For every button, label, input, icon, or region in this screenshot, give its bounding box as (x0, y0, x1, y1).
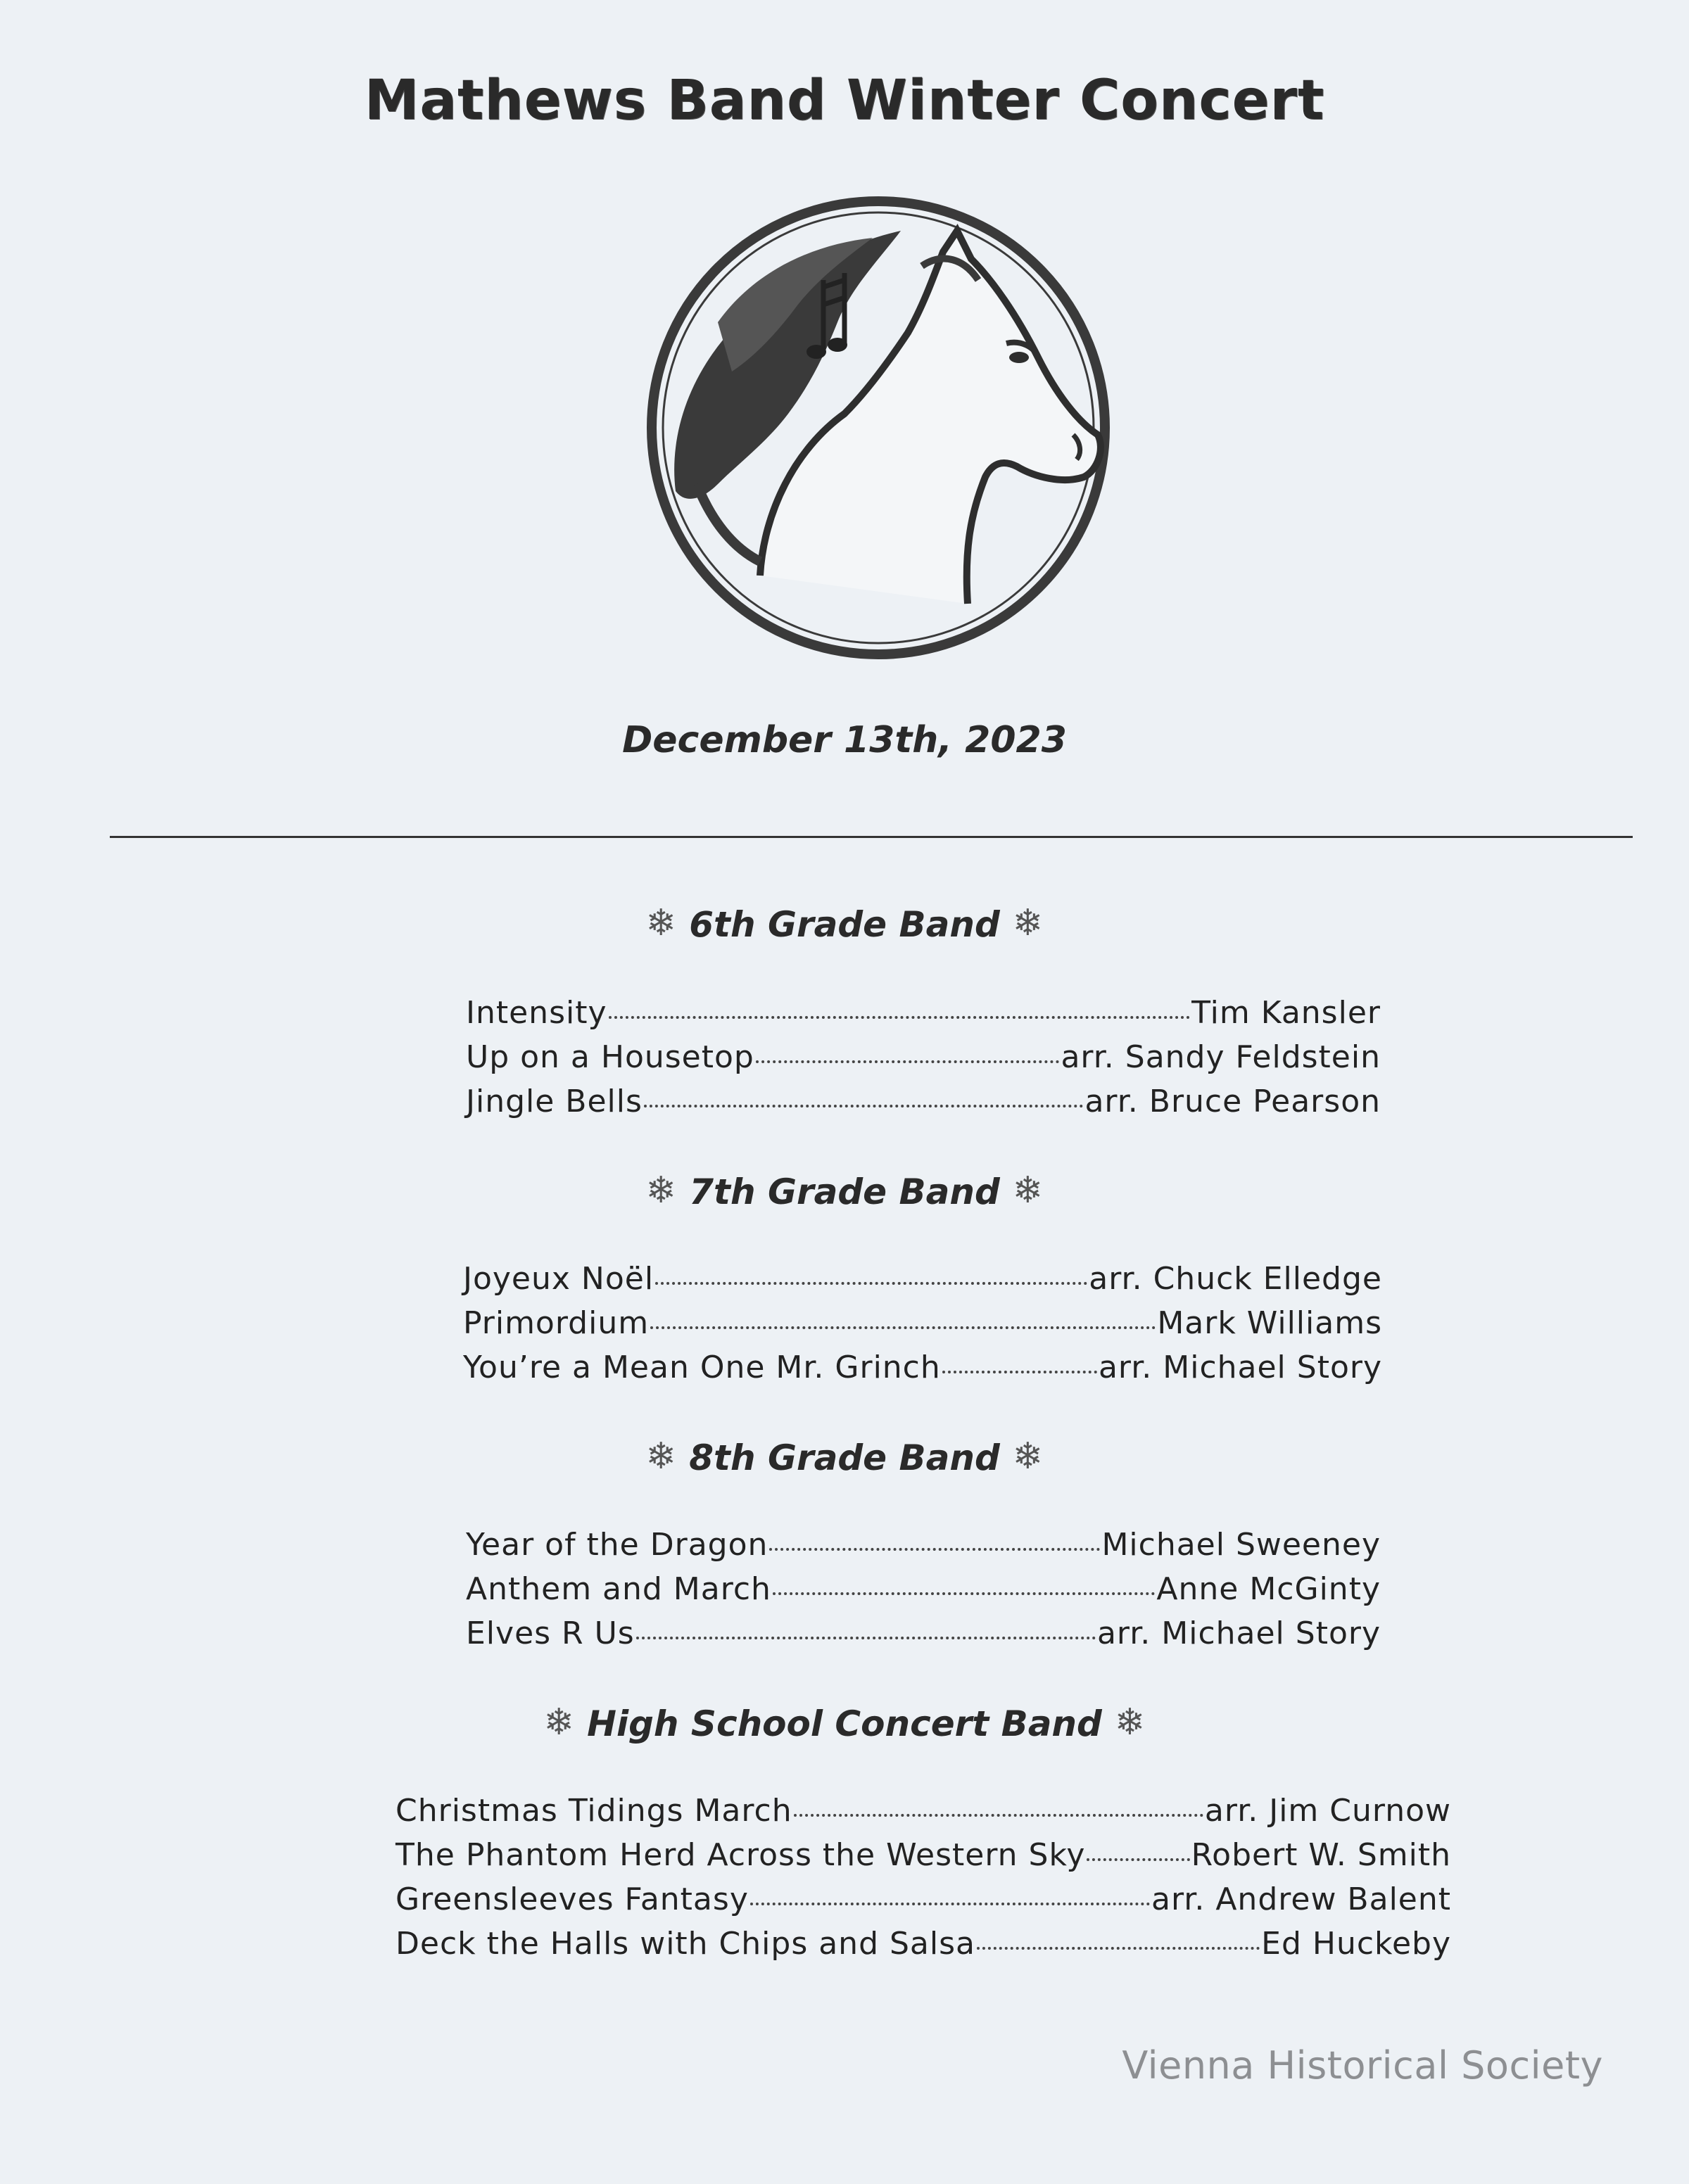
dot-leader (942, 1371, 1097, 1373)
piece-composer: Mark Williams (1157, 1305, 1382, 1341)
program-row (466, 1084, 1381, 1128)
dot-leader (756, 1060, 1060, 1063)
snowflake-icon: ❄ (1012, 1435, 1044, 1478)
program-row (463, 1305, 1382, 1350)
concert-date: December 13th, 2023 (622, 719, 1067, 761)
program-row (466, 1571, 1381, 1615)
piece-title: Deck the Halls with Chips and Salsa (396, 1926, 975, 1962)
dot-leader (609, 1016, 1191, 1019)
piece-title: Intensity (466, 995, 607, 1031)
piece-composer: Tim Kansler (1191, 995, 1381, 1031)
section-heading-6th-grade (0, 902, 1689, 945)
dot-leader (636, 1637, 1096, 1639)
dot-leader (977, 1947, 1260, 1950)
section-heading-7th-grade (0, 1169, 1689, 1212)
piece-composer: arr. Michael Story (1098, 1350, 1382, 1385)
section-heading-label: 7th Grade Band (689, 1172, 1000, 1212)
program-row (463, 1261, 1382, 1305)
dot-leader (650, 1326, 1156, 1329)
watermark: Vienna Historical Society (1122, 2043, 1603, 2088)
piece-composer: arr. Jim Curnow (1204, 1793, 1451, 1829)
section-heading-high-school (0, 1701, 1689, 1744)
program-row (466, 1039, 1381, 1084)
dot-leader (773, 1592, 1155, 1595)
piece-composer: arr. Andrew Balent (1151, 1881, 1451, 1917)
program-row (396, 1793, 1451, 1837)
piece-composer: Ed Huckeby (1261, 1926, 1451, 1962)
piece-composer: arr. Bruce Pearson (1084, 1084, 1381, 1119)
program-list-8th-grade (466, 1527, 1381, 1660)
piece-title: Primordium (463, 1305, 650, 1341)
snowflake-icon: ❄ (645, 902, 677, 944)
piece-title: The Phantom Herd Across the Western Sky (396, 1837, 1086, 1873)
piece-composer: Michael Sweeney (1101, 1527, 1381, 1563)
piece-composer: Robert W. Smith (1191, 1837, 1451, 1873)
program-list-high-school (396, 1793, 1451, 1970)
mustang-horse-music-logo-icon (612, 182, 1133, 667)
piece-title: Greensleeves Fantasy (396, 1881, 749, 1917)
program-list-7th-grade (463, 1261, 1382, 1394)
section-heading-8th-grade (0, 1435, 1689, 1478)
piece-composer: arr. Sandy Feldstein (1061, 1039, 1381, 1075)
piece-title: Elves R Us (466, 1615, 635, 1651)
program-row (396, 1881, 1451, 1926)
dot-leader (644, 1105, 1084, 1107)
program-row (466, 995, 1381, 1039)
piece-title: Up on a Housetop (466, 1039, 754, 1075)
piece-composer: arr. Michael Story (1096, 1615, 1381, 1651)
program-row (396, 1837, 1451, 1881)
section-heading-label: 8th Grade Band (689, 1437, 1000, 1478)
piece-title: Year of the Dragon (466, 1527, 768, 1563)
dot-leader (794, 1814, 1203, 1817)
divider (110, 836, 1633, 838)
dot-leader (769, 1548, 1100, 1551)
section-heading-label: 6th Grade Band (689, 904, 1000, 945)
snowflake-icon: ❄ (1012, 902, 1044, 944)
snowflake-icon: ❄ (1114, 1701, 1146, 1744)
program-row (396, 1926, 1451, 1970)
program-list-6th-grade (466, 995, 1381, 1128)
snowflake-icon: ❄ (1012, 1169, 1044, 1212)
piece-composer: Anne McGinty (1156, 1571, 1381, 1607)
dot-leader (750, 1903, 1150, 1905)
snowflake-icon: ❄ (543, 1701, 575, 1744)
piece-composer: arr. Chuck Elledge (1089, 1261, 1382, 1297)
program-row (463, 1350, 1382, 1394)
piece-title: Joyeux Noël (463, 1261, 654, 1297)
program-row (466, 1527, 1381, 1571)
program-row (466, 1615, 1381, 1660)
snowflake-icon: ❄ (645, 1435, 677, 1478)
page-title: Mathews Band Winter Concert (364, 69, 1325, 132)
piece-title: Jingle Bells (466, 1084, 643, 1119)
piece-title: Anthem and March (466, 1571, 771, 1607)
section-heading-label: High School Concert Band (587, 1703, 1102, 1744)
dot-leader (655, 1282, 1087, 1285)
snowflake-icon: ❄ (645, 1169, 677, 1212)
dot-leader (1087, 1858, 1189, 1861)
piece-title: You’re a Mean One Mr. Grinch (463, 1350, 941, 1385)
piece-title: Christmas Tidings March (396, 1793, 792, 1829)
